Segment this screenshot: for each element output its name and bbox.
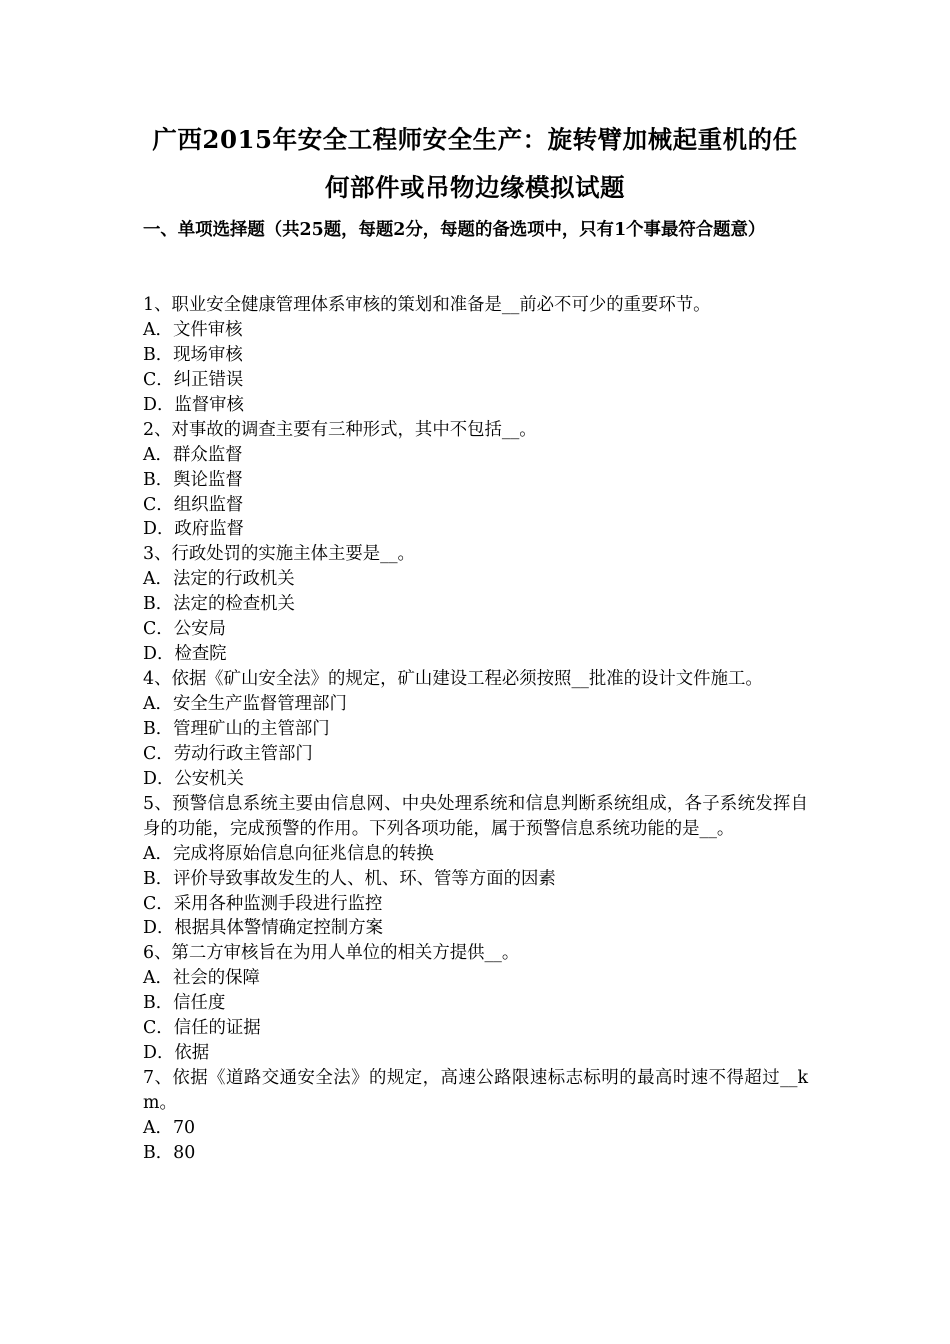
question-2: 2、对事故的调查主要有三种形式，其中不包括__。 [143,419,537,440]
option-3-d: D．检查院 [143,644,227,665]
option-1-b: B．现场审核 [143,344,243,365]
option-1-c: C．纠正错误 [143,369,244,390]
option-4-a: A．安全生产监督管理部门 [143,694,347,714]
document-title [120,116,830,212]
section-heading: 一、单项选择题（共25题，每题2分，每题的备选项中，只有1个事最符合题意） [143,220,766,240]
option-3-b: B．法定的检查机关 [143,594,295,615]
option-3-a: A．法定的行政机关 [143,569,295,590]
option-6-c: C．信任的证据 [143,1018,261,1039]
option-2-a: A．群众监督 [143,444,243,465]
option-4-c: C．劳动行政主管部门 [143,743,313,764]
option-6-b: B．信任度 [143,993,226,1014]
option-2-d: D．政府监督 [143,519,244,540]
option-4-b: B．管理矿山的主管部门 [143,718,330,739]
option-5-c: C．采用各种监测手段进行监控 [143,893,383,914]
question-list [143,293,808,1166]
question-1: 1、职业安全健康管理体系审核的策划和准备是__前必不可少的重要环节。 [143,295,711,315]
option-6-d: D．依据 [143,1043,210,1064]
option-4-d: D．公安机关 [143,768,244,789]
option-7-b: B．80 [143,1142,196,1163]
title-line-2: 何部件或吊物边缘模拟试题 [325,173,625,202]
option-5-b: B．评价导致事故发生的人、机、环、管等方面的因素 [143,868,556,889]
option-5-d: D．根据具体警情确定控制方案 [143,918,384,939]
question-6: 6、第二方审核旨在为用人单位的相关方提供__。 [143,943,520,964]
question-7: 7、依据《道路交通安全法》的规定，高速公路限速标志标明的最高时速不得超过__km。 [143,1068,808,1113]
option-1-a: A．文件审核 [143,319,243,340]
option-3-c: C．公安局 [143,619,226,640]
option-2-c: C．组织监督 [143,494,244,515]
question-5: 5、预警信息系统主要由信息网、中央处理系统和信息判断系统组成，各子系统发挥自身的功能，完成预警的作用。下列各项功能，属于预警信息系统功能的是__。 [143,793,808,839]
option-6-a: A．社会的保障 [143,968,260,989]
option-2-b: B．舆论监督 [143,469,243,490]
option-7-a: A．70 [143,1117,196,1138]
option-5-a: A．完成将原始信息向征兆信息的转换 [143,843,434,864]
option-1-d: D．监督审核 [143,394,244,415]
title-line-1: 广西2015年安全工程师安全生产：旋转臂加械起重机的任 [152,125,798,154]
question-3: 3、行政处罚的实施主体主要是__。 [143,544,415,565]
question-4: 4、依据《矿山安全法》的规定，矿山建设工程必须按照__批准的设计文件施工。 [143,669,763,690]
